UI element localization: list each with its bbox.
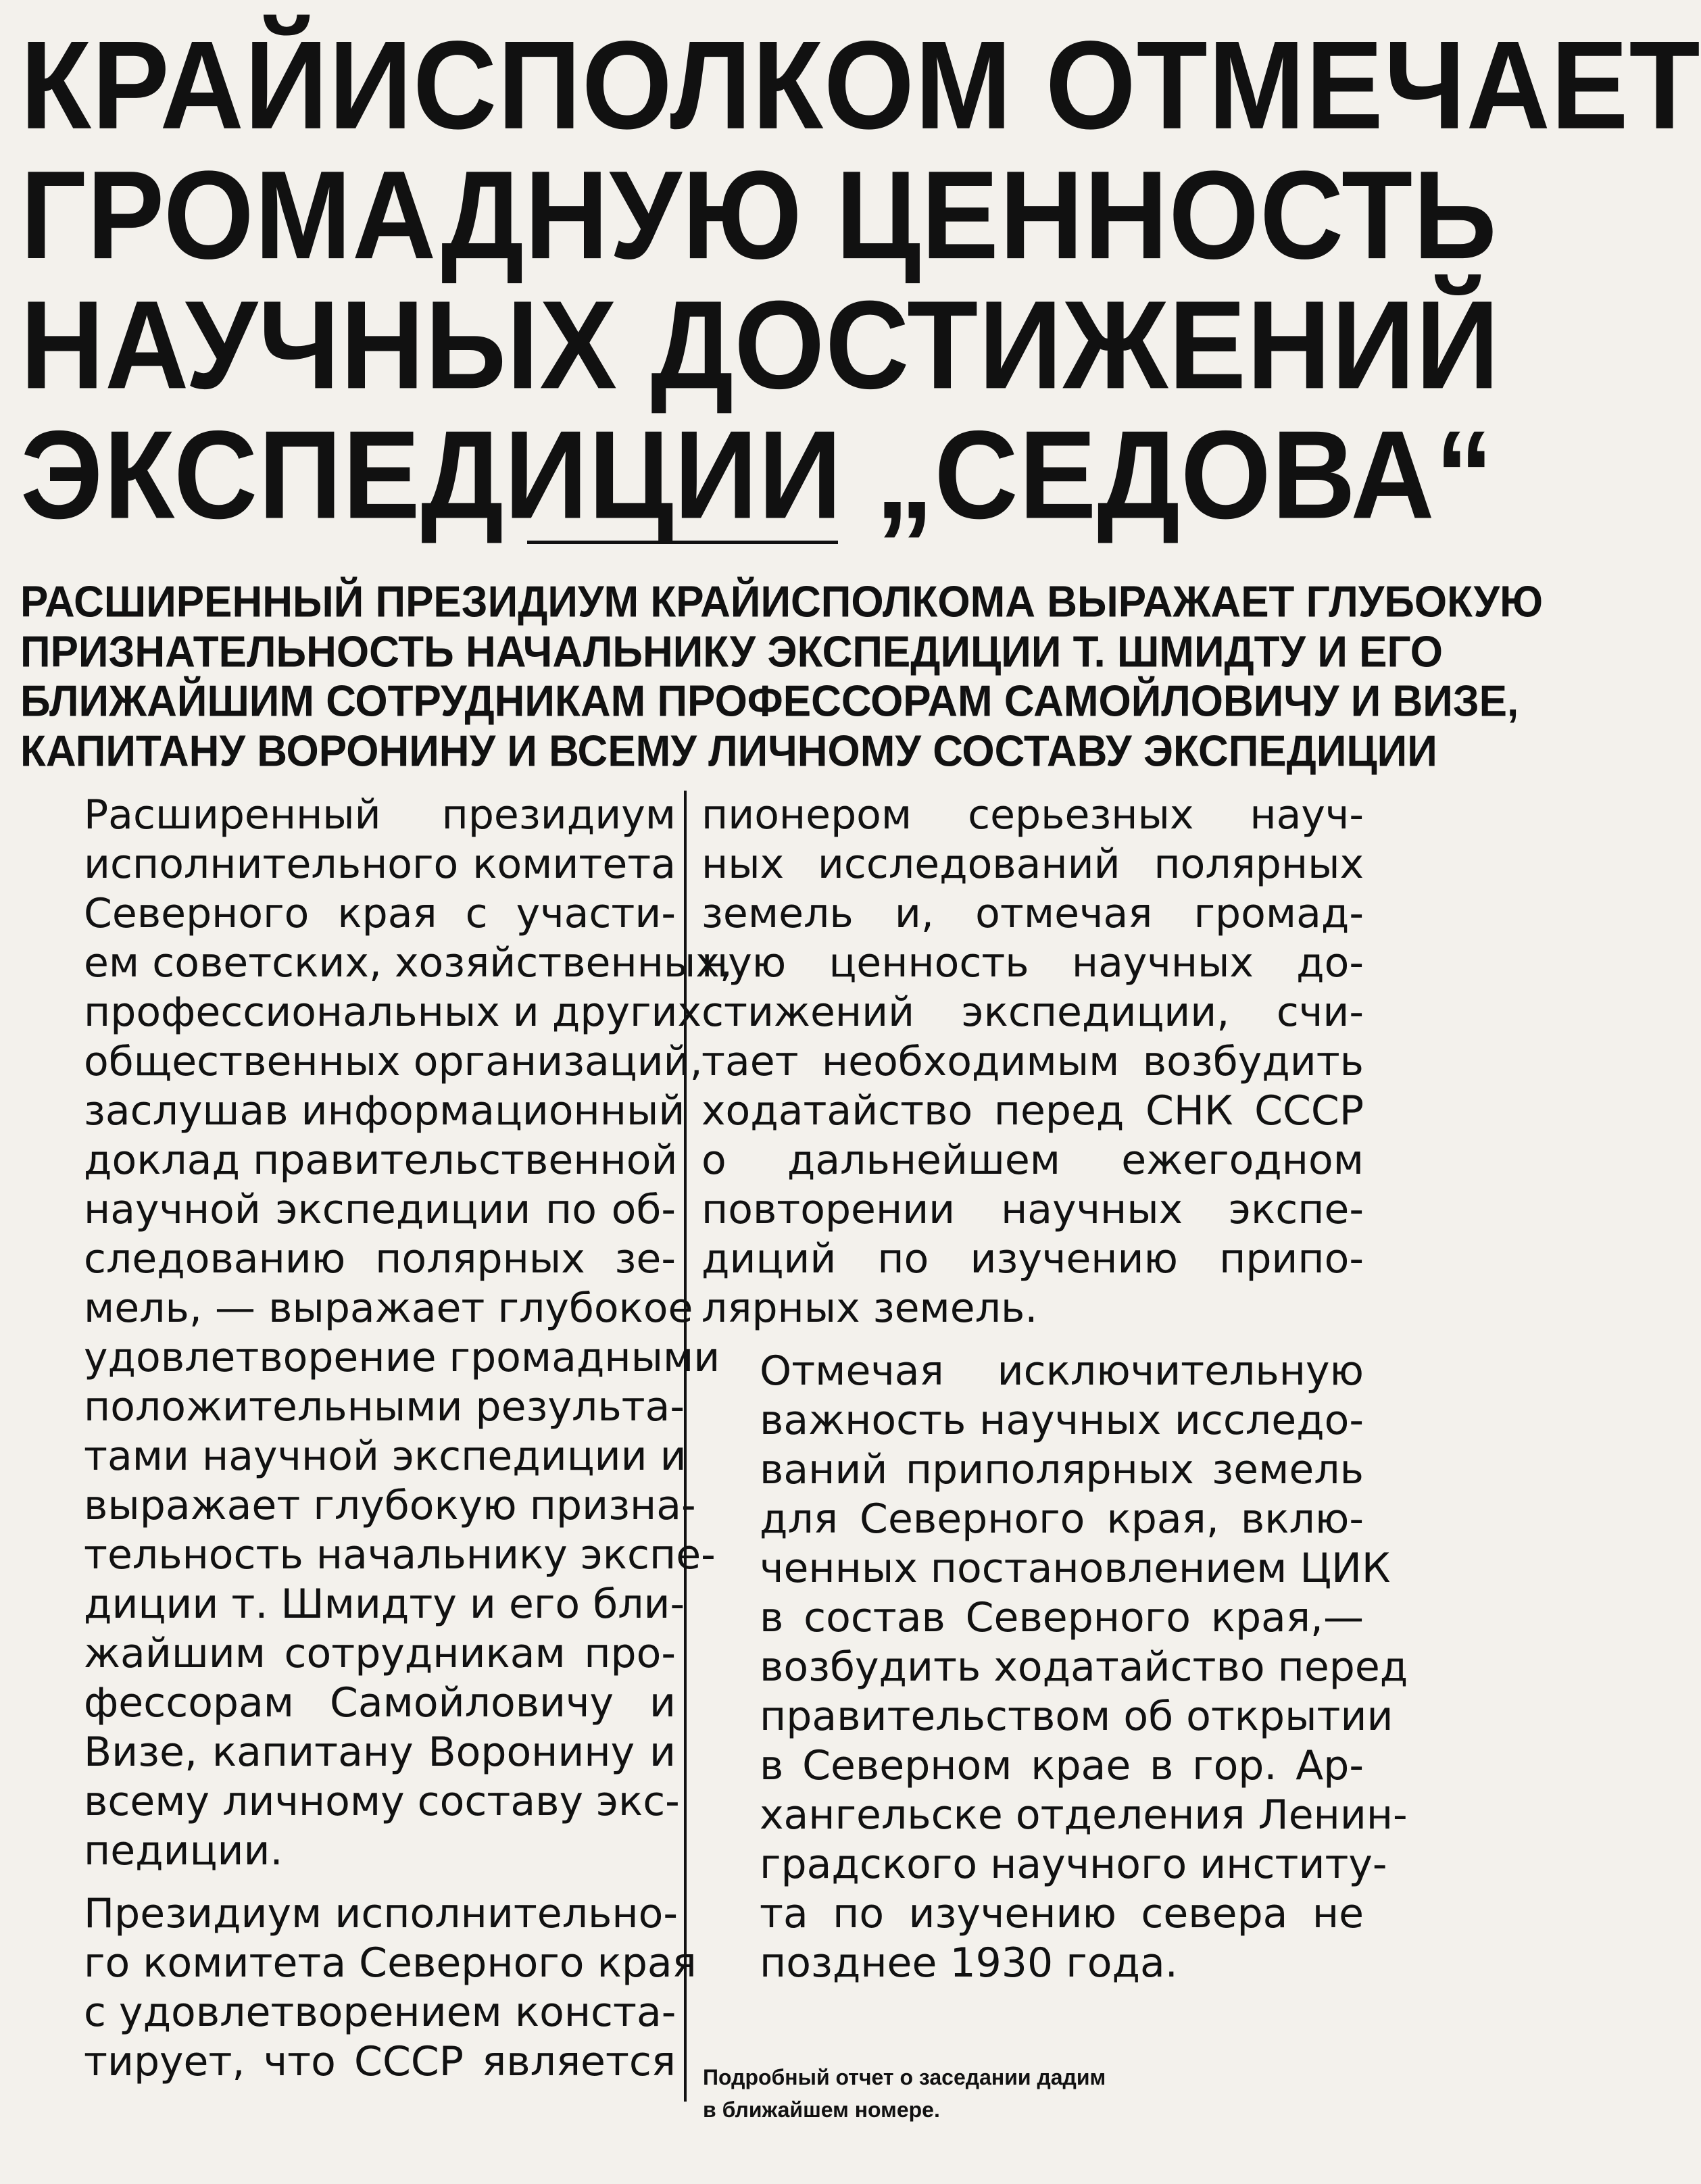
text-line: тельность начальнику экспе- — [84, 1531, 716, 1579]
text-line: педиции. — [84, 1827, 283, 1875]
text-line: та по изучению севера не — [760, 1890, 1364, 1937]
left-column — [26, 791, 733, 2087]
text-line: пионером серьезных науч- — [701, 791, 1364, 839]
column-divider — [684, 791, 687, 2102]
text-line: с удовлетворением конста- — [84, 1989, 676, 2036]
text-line: стижений экспедиции, счи- — [701, 989, 1364, 1036]
headline-line-2: ГРОМАДНУЮ ЦЕННОСТЬ — [20, 145, 1498, 286]
text-line: градского научного институ- — [760, 1841, 1387, 1888]
text-line: ваний приполярных земель — [760, 1446, 1364, 1493]
text-line: тает необходимым возбудить — [701, 1038, 1364, 1085]
text-line: ходатайство перед СНК СССР — [701, 1087, 1364, 1135]
text-line: позднее 1930 года. — [760, 1939, 1178, 1987]
text-line: Президиум исполнительно- — [84, 1890, 678, 1937]
text-line: научной экспедиции по об- — [84, 1186, 676, 1233]
subheadline-line-1: РАСШИРЕННЫЙ ПРЕЗИДИУМ КРАЙИСПОЛКОМА ВЫРАЖАЕТ ГЛУБОКУЮ — [20, 578, 1544, 627]
right-paragraph-1 — [701, 791, 1364, 1333]
text-line: исполнительного комитета — [84, 841, 676, 888]
text-line: диций по изучению припо- — [701, 1235, 1364, 1283]
text-line: Северного края с участи- — [84, 890, 676, 937]
text-line: ем советских, хозяйственных, — [84, 939, 733, 987]
subheadline-line-3: БЛИЖАЙШИМ СОТРУДНИКАМ ПРОФЕССОРАМ САМОЙЛОВИЧУ И ВИЗЕ, — [20, 677, 1519, 726]
text-line: выражает глубокую призна- — [84, 1482, 696, 1529]
text-line: всему личному составу экс- — [84, 1778, 680, 1825]
note-line-1: Подробный отчет о заседании дадим — [703, 2065, 1106, 2089]
text-line: мель, — выражает глубокое — [84, 1285, 693, 1332]
text-line: следованию полярных зе- — [84, 1235, 676, 1283]
headline-rule — [527, 541, 838, 544]
headline-line-1: КРАЙИСПОЛКОМ ОТМЕЧАЕТ — [20, 15, 1701, 155]
text-line: удовлетворение громадными — [84, 1334, 720, 1381]
text-line: хангельске отделения Ленин- — [760, 1791, 1408, 1839]
text-line: жайшим сотрудникам про- — [84, 1630, 676, 1677]
right-column — [701, 791, 1408, 1988]
left-paragraph-1 — [26, 791, 733, 1876]
text-line: о дальнейшем ежегодном — [701, 1137, 1364, 1184]
text-line: Расширенный президиум — [84, 791, 676, 839]
left-paragraph-2 — [26, 1889, 697, 2087]
text-line: возбудить ходатайство перед — [760, 1643, 1408, 1691]
text-line: го комитета Северного края — [84, 1939, 697, 1987]
text-line: для Северного края, вклю- — [760, 1495, 1364, 1543]
text-line: ную ценность научных до- — [701, 939, 1364, 987]
subheadline — [20, 578, 1544, 776]
headline-line-4: ЭКСПЕДИЦИИ „СЕДОВА“ — [20, 405, 1494, 545]
text-line: диции т. Шмидту и его бли- — [84, 1581, 685, 1628]
editorial-note — [703, 2061, 1365, 2126]
text-line: в Северном крае в гор. Ар- — [760, 1742, 1364, 1789]
subheadline-line-4: КАПИТАНУ ВОРОНИНУ И ВСЕМУ ЛИЧНОМУ СОСТАВУ ЭКСПЕДИЦИИ — [20, 726, 1437, 776]
text-line: ных исследований полярных — [701, 841, 1364, 888]
text-line: тами научной экспедиции и — [84, 1433, 687, 1480]
text-line: заслушав информационный — [84, 1087, 685, 1135]
text-line: правительством об открытии — [760, 1693, 1394, 1740]
text-line: лярных земель. — [701, 1285, 1038, 1332]
text-line: в состав Северного края,— — [760, 1594, 1364, 1641]
headline — [20, 15, 1701, 545]
text-line: ченных постановлением ЦИК — [760, 1545, 1391, 1592]
note-line-2: в ближайшем номере. — [703, 2098, 940, 2122]
text-line: профессиональных и других — [84, 989, 701, 1036]
text-line: важность научных исследо- — [760, 1397, 1364, 1444]
text-line: общественных организаций, — [84, 1038, 703, 1085]
right-paragraph-2 — [701, 1347, 1408, 1988]
text-line: Визе, капитану Воронину и — [84, 1729, 676, 1776]
text-line: положительными результа- — [84, 1383, 685, 1431]
headline-line-3: НАУЧНЫХ ДОСТИЖЕНИЙ — [20, 274, 1500, 416]
text-line: тирует, что СССР является — [84, 2038, 676, 2085]
text-line: фессорам Самойловичу и — [84, 1679, 676, 1727]
subheadline-line-2: ПРИЗНАТЕЛЬНОСТЬ НАЧАЛЬНИКУ ЭКСПЕДИЦИИ Т. ШМИДТУ И ЕГО — [20, 627, 1444, 676]
text-line: доклад правительственной — [84, 1137, 678, 1184]
text-line: Отмечая исключительную — [760, 1347, 1364, 1395]
text-line: земель и, отмечая громад- — [701, 890, 1364, 937]
text-line: повторении научных экспе- — [701, 1186, 1364, 1233]
